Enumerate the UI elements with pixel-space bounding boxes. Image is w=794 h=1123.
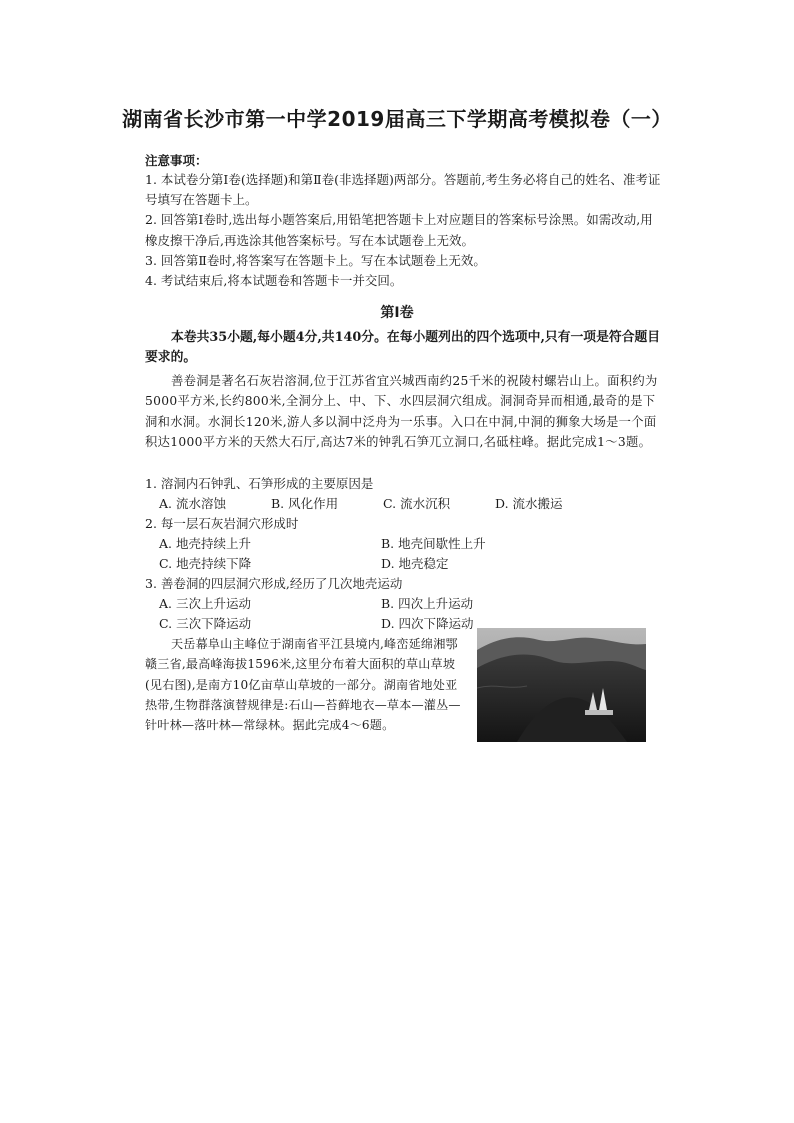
question-stem: 2. 每一层石灰岩洞穴形成时 [145, 516, 299, 531]
option-c: C. 三次下降运动 [159, 616, 252, 631]
question-3 [145, 574, 665, 634]
option-c: C. 地壳持续下降 [159, 556, 252, 571]
options [145, 494, 665, 514]
option-b: B. 地壳间歇性上升 [381, 536, 486, 551]
passage-mufu-mountain: 天岳幕阜山主峰位于湖南省平江县境内,峰峦延绵湘鄂赣三省,最高峰海拔1596米,这里分布着大面积的草山草坡(见右图),是南方10亿亩草山草坡的一部分。湖南省地处亚热带,生物群落演替规律是:石山—苔藓地衣—草本—灌丛—针叶林—落叶林—常绿林。据此完成4～6题。 [145, 637, 461, 733]
note-item: 3. 回答第Ⅱ卷时,将答案写在答题卡上。写在本试题卷上无效。 [145, 252, 486, 268]
question-stem: 3. 善卷洞的四层洞穴形成,经历了几次地壳运动 [145, 576, 403, 591]
option-d: D. 四次下降运动 [381, 616, 474, 631]
grassland-mountain-photo [477, 628, 646, 742]
question-stem: 1. 溶洞内石钟乳、石笋形成的主要原因是 [145, 476, 374, 491]
option-b: B. 四次上升运动 [381, 596, 474, 611]
section-instruction: 本卷共35小题,每小题4分,共140分。在每小题列出的四个选项中,只有一项是符合题目要求的。 [145, 330, 661, 365]
option-c: C. 流水沉积 [383, 496, 451, 511]
option-b: B. 风化作用 [271, 496, 339, 511]
note-item: 2. 回答第Ⅰ卷时,选出每小题答案后,用铅笔把答题卡上对应题目的答案标号涂黑。如需改动,用橡皮擦干净后,再选涂其他答案标号。写在本试题卷上无效。 [145, 212, 653, 248]
note-item: 4. 考试结束后,将本试题卷和答题卡一并交回。 [145, 273, 403, 289]
option-d: D. 地壳稳定 [381, 556, 449, 571]
question-2 [145, 514, 665, 574]
notes-heading: 注意事项： [145, 153, 208, 168]
note-item: 1. 本试卷分第Ⅰ卷(选择题)和第Ⅱ卷(非选择题)两部分。答题前,考生务必将自己的姓名、准考证号填写在答题卡上。 [145, 172, 661, 208]
options [145, 534, 665, 574]
section-title: 第Ⅰ卷 [380, 305, 414, 321]
option-a: A. 三次上升运动 [159, 596, 251, 611]
option-d: D. 流水搬运 [495, 496, 563, 511]
question-1 [145, 474, 665, 514]
exam-title: 湖南省长沙市第一中学2019届高三下学期高考模拟卷（一） [122, 107, 672, 131]
option-a: A. 流水溶蚀 [159, 496, 226, 511]
passage-shanjuan-cave: 善卷洞是著名石灰岩溶洞,位于江苏省宜兴城西南约25千米的祝陵村螺岩山上。面积约为5000平方米,长约800米,全洞分上、中、下、水四层洞穴组成。洞洞奇异而相通,最奇的是下洞和水洞。水洞长120米,游人多以洞中泛舟为一乐事。入口在中洞,中洞的狮象大场是一个面积达1000平方米的天然大石厅,高达7米的钟乳石笋兀立洞口,名砥柱峰。据此完成1～3题。 [145, 374, 658, 449]
option-a: A. 地壳持续上升 [159, 536, 251, 551]
grassland-mountain-image [477, 628, 646, 742]
notes-list [145, 170, 665, 291]
